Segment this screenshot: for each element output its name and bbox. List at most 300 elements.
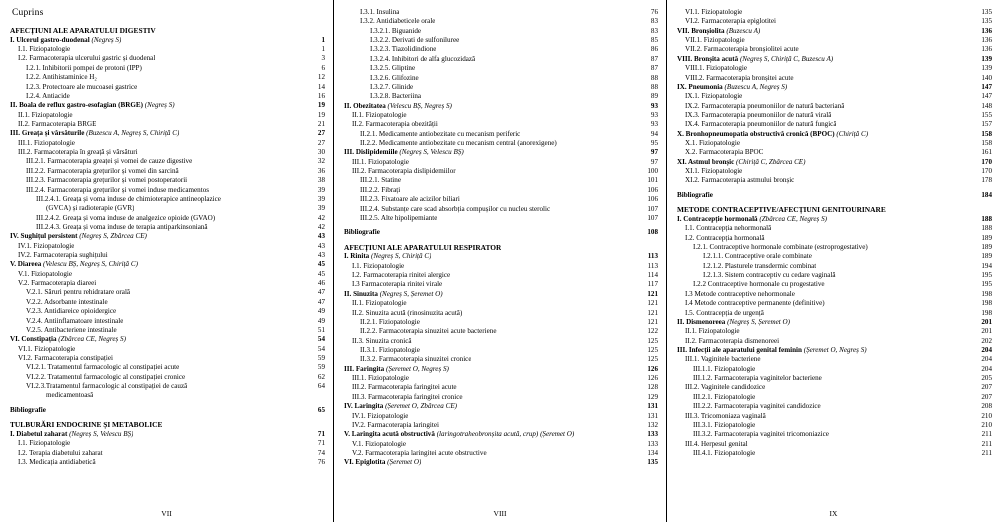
toc-entry[interactable] bbox=[344, 205, 658, 214]
toc-entry[interactable] bbox=[10, 391, 325, 400]
toc-entry-label: II.1. Fiziopatologie bbox=[352, 110, 407, 119]
toc-entry[interactable] bbox=[10, 129, 325, 138]
toc-entry[interactable] bbox=[10, 288, 325, 297]
toc-entry[interactable] bbox=[10, 232, 325, 241]
toc-entry-list-1 bbox=[10, 26, 325, 467]
toc-entry[interactable] bbox=[344, 102, 658, 111]
toc-page-number: 97 bbox=[650, 157, 658, 166]
toc-entry[interactable] bbox=[344, 290, 658, 299]
toc-entry-label: VI.2. Farmacoterapia constipației bbox=[18, 353, 113, 362]
toc-page-number: 27 bbox=[317, 129, 325, 138]
toc-page-number: 27 bbox=[317, 138, 325, 147]
toc-entry-label: XI.2. Farmacoterapia astmului bronșic bbox=[685, 176, 795, 185]
toc-page-number: 94 bbox=[650, 129, 658, 138]
toc-entry[interactable] bbox=[10, 373, 325, 382]
toc-entry[interactable] bbox=[677, 383, 992, 392]
toc-entry[interactable] bbox=[344, 74, 658, 83]
toc-page-number: 12 bbox=[317, 73, 325, 82]
toc-entry[interactable] bbox=[344, 27, 658, 36]
toc-entry[interactable] bbox=[10, 176, 325, 185]
toc-entry-label: II. Dismenoreea (Negreș S, Șeremet O) bbox=[677, 317, 791, 326]
toc-page-number: 51 bbox=[317, 325, 325, 334]
toc-entry[interactable] bbox=[344, 280, 658, 289]
toc-entry[interactable] bbox=[344, 55, 658, 64]
toc-entry-label: V. Laringita acută obstructivă (laringotraheobronșita acută, crup) (Șeremet O) bbox=[344, 430, 575, 439]
toc-entry-label: I.3 Farmacoterapia rinitei virale bbox=[352, 280, 443, 289]
toc-page-number: 45 bbox=[317, 269, 325, 278]
toc-entry[interactable] bbox=[10, 382, 325, 391]
toc-entry-label: III.3. Tricomoniaza vaginală bbox=[685, 411, 766, 420]
toc-entry[interactable] bbox=[344, 176, 658, 185]
toc-entry[interactable] bbox=[344, 355, 658, 364]
toc-entry[interactable] bbox=[344, 45, 658, 54]
toc-entry-authors: (Chiriță C) bbox=[836, 129, 869, 138]
toc-entry-label: I.3.1. Insulina bbox=[360, 8, 400, 16]
toc-page-number: 184 bbox=[981, 190, 992, 199]
toc-page-number: 204 bbox=[981, 345, 992, 354]
toc-entry-label: III.2.3. Fixatoare ale acizilor biliari bbox=[360, 195, 460, 204]
toc-page-number: 139 bbox=[981, 64, 992, 73]
toc-entry-label: IV. Sughițul persistent (Negreș S, Zbârcea CE) bbox=[10, 232, 147, 241]
toc-page-number: 88 bbox=[650, 82, 658, 91]
toc-page-number: 47 bbox=[317, 297, 325, 306]
toc-entry-label: IX.2. Farmacoterapia pneumoniilor de natură bacteriană bbox=[685, 101, 845, 110]
toc-entry[interactable] bbox=[10, 251, 325, 260]
toc-entry[interactable] bbox=[677, 167, 992, 176]
toc-page-number: 136 bbox=[981, 36, 992, 45]
toc-entry[interactable] bbox=[677, 55, 992, 64]
toc-entry[interactable] bbox=[344, 327, 658, 336]
toc-entry[interactable] bbox=[344, 309, 658, 318]
toc-page-number: 139 bbox=[981, 54, 992, 63]
toc-page-number: 117 bbox=[647, 280, 658, 289]
toc-entry-label: III.1.1. Fiziopatologie bbox=[693, 364, 756, 373]
toc-page-number: 30 bbox=[317, 148, 325, 157]
toc-entry-label: VII.1. Fiziopatologie bbox=[685, 36, 745, 45]
toc-page-number: 43 bbox=[317, 251, 325, 260]
toc-entry-authors: (Chiriță C, Zbârcea CE) bbox=[736, 157, 806, 166]
toc-page-number: 38 bbox=[317, 176, 325, 185]
toc-page-number: 3 bbox=[321, 54, 325, 63]
toc-entry[interactable] bbox=[677, 430, 992, 439]
toc-entry-label: I.1. Contracepția nehormonală bbox=[685, 224, 772, 233]
toc-page-number: 19 bbox=[317, 110, 325, 119]
toc-entry[interactable] bbox=[344, 252, 658, 261]
toc-entry-label: X. Bronhopneumopatia obstructivă cronică (BPOC) (Chiriță C) bbox=[677, 129, 869, 138]
toc-entry[interactable] bbox=[344, 402, 658, 411]
toc-entry-label: I.2.1. Inhibitorii pompei de protoni (IPP) bbox=[26, 63, 142, 72]
toc-page-number: 46 bbox=[317, 279, 325, 288]
toc-entry[interactable] bbox=[344, 374, 658, 383]
toc-page-number: 93 bbox=[650, 120, 658, 129]
toc-entry[interactable] bbox=[677, 318, 992, 327]
toc-page-number: 49 bbox=[317, 307, 325, 316]
toc-page-number: 161 bbox=[981, 148, 992, 157]
toc-page-ix bbox=[667, 0, 1000, 522]
toc-entry[interactable] bbox=[344, 195, 658, 204]
toc-entry-label: XI.1. Fiziopatologie bbox=[685, 167, 743, 176]
toc-page-number: 49 bbox=[317, 316, 325, 325]
toc-entry[interactable] bbox=[344, 243, 658, 253]
toc-entry[interactable] bbox=[10, 307, 325, 316]
toc-entry[interactable] bbox=[10, 26, 325, 36]
toc-page-number: 125 bbox=[647, 336, 658, 345]
toc-page-number: 125 bbox=[647, 355, 658, 364]
toc-page-number: 207 bbox=[981, 392, 992, 401]
toc-entry[interactable] bbox=[10, 458, 325, 467]
toc-entry-label: I. Diabetul zaharat (Negreș S, Velescu BȘ) bbox=[10, 429, 134, 438]
toc-entry[interactable] bbox=[677, 8, 992, 17]
toc-entry[interactable] bbox=[344, 346, 658, 355]
toc-entry[interactable] bbox=[344, 318, 658, 327]
toc-entry-label: I.2. Farmacoterapia rinitei alergice bbox=[352, 271, 451, 280]
toc-entry-label: I.3.2.7. Glinide bbox=[370, 82, 414, 91]
toc-entry[interactable] bbox=[344, 449, 658, 458]
toc-entry-label: III.1. Fiziopatologie bbox=[352, 157, 409, 166]
toc-entry[interactable] bbox=[10, 186, 325, 195]
toc-entry[interactable] bbox=[677, 346, 992, 355]
folio-ix: IX bbox=[829, 509, 838, 518]
toc-entry-list-2 bbox=[344, 8, 658, 468]
toc-entry[interactable] bbox=[344, 83, 658, 92]
toc-entry-label: IV. Laringita (Șeremet O, Zbârcea CE) bbox=[344, 402, 458, 411]
toc-entry-authors: (Șeremet O, Negreș S) bbox=[803, 345, 867, 354]
toc-page-number: 32 bbox=[317, 157, 325, 166]
toc-entry[interactable] bbox=[677, 412, 992, 421]
toc-entry[interactable] bbox=[344, 158, 658, 167]
toc-entry[interactable] bbox=[344, 440, 658, 449]
toc-entry[interactable] bbox=[677, 449, 992, 458]
toc-entry-label: III.2.2. Farmacoterapia vaginitei candidozice bbox=[693, 402, 821, 411]
toc-entry-label: VI.1. Fiziopatologie bbox=[18, 344, 76, 353]
toc-entry[interactable] bbox=[677, 83, 992, 92]
toc-entry[interactable] bbox=[677, 252, 992, 261]
toc-page-number: 132 bbox=[647, 420, 658, 429]
toc-entry[interactable] bbox=[10, 298, 325, 307]
toc-entry-label: II. Obezitatea (Velescu BȘ, Negreș S) bbox=[344, 101, 452, 110]
toc-entry[interactable] bbox=[10, 223, 325, 232]
toc-entry-label: I.2.1. Contraceptive hormonale combinate (estroprogestative) bbox=[693, 243, 868, 252]
toc-entry[interactable] bbox=[677, 309, 992, 318]
toc-entry[interactable] bbox=[344, 430, 658, 439]
toc-entry-label: I.2.2. Antihistaminice H₂ bbox=[26, 73, 97, 82]
toc-entry[interactable] bbox=[10, 54, 325, 63]
toc-entry[interactable] bbox=[677, 262, 992, 271]
toc-entry[interactable] bbox=[677, 176, 992, 185]
toc-page-number: 19 bbox=[317, 101, 325, 110]
toc-entry[interactable] bbox=[677, 102, 992, 111]
toc-entry-label: III.1.2. Farmacoterapia vaginitelor bacteriene bbox=[693, 374, 822, 383]
toc-entry-label: III.1. Vaginitele bacteriene bbox=[685, 355, 761, 364]
toc-entry-authors: (laringotraheobronșita acută, crup) (Șeremet O) bbox=[436, 430, 575, 439]
toc-page-number: 135 bbox=[981, 17, 992, 26]
toc-entry-label: VI.2.1. Tratamentul farmacologic al constipației acute bbox=[26, 363, 180, 372]
toc-page-number: 211 bbox=[981, 448, 992, 457]
toc-page-number: 86 bbox=[650, 45, 658, 54]
toc-page-number: 158 bbox=[981, 129, 992, 138]
toc-entry[interactable] bbox=[10, 345, 325, 354]
toc-entry[interactable] bbox=[10, 139, 325, 148]
toc-entry-label: II.2.2. Farmacoterapia sinuzitei acute bacteriene bbox=[360, 327, 497, 336]
toc-entry[interactable] bbox=[677, 421, 992, 430]
toc-entry[interactable] bbox=[344, 8, 658, 17]
toc-entry-label: V.1. Fiziopatologie bbox=[352, 439, 407, 448]
toc-entry-label: III.2.4. Substanțe care scad absorbția compușilor cu nucleu sterolic bbox=[360, 204, 551, 213]
toc-page-number: 136 bbox=[981, 45, 992, 54]
toc-entry[interactable] bbox=[677, 36, 992, 45]
toc-page-number: 43 bbox=[317, 241, 325, 250]
toc-entry[interactable] bbox=[677, 243, 992, 252]
toc-entry[interactable] bbox=[677, 224, 992, 233]
toc-page-number: 43 bbox=[317, 232, 325, 241]
toc-entry[interactable] bbox=[677, 215, 992, 224]
toc-entry[interactable] bbox=[10, 214, 325, 223]
page-title: Cuprins bbox=[12, 8, 44, 18]
toc-entry[interactable] bbox=[677, 17, 992, 26]
toc-entry[interactable] bbox=[10, 83, 325, 92]
toc-entry-label: IX.1. Fiziopatologie bbox=[685, 92, 743, 101]
toc-entry[interactable] bbox=[677, 374, 992, 383]
toc-page-number: 87 bbox=[650, 64, 658, 73]
toc-entry[interactable] bbox=[10, 204, 325, 213]
toc-entry[interactable] bbox=[10, 317, 325, 326]
toc-entry[interactable] bbox=[344, 148, 658, 157]
toc-entry-label: II. Sinuzita (Negreș S, Șeremet O) bbox=[344, 289, 443, 298]
toc-page-number: 14 bbox=[317, 82, 325, 91]
toc-entry-label: Bibliografie bbox=[677, 190, 713, 199]
toc-page-number: 202 bbox=[981, 336, 992, 345]
toc-page-number: 204 bbox=[981, 355, 992, 364]
toc-entry-label: I.2. Farmacoterapia ulcerului gastric și duodenal bbox=[18, 54, 156, 63]
toc-entry[interactable] bbox=[10, 279, 325, 288]
toc-entry[interactable] bbox=[344, 383, 658, 392]
toc-entry[interactable] bbox=[677, 271, 992, 280]
toc-entry[interactable] bbox=[344, 421, 658, 430]
toc-entry[interactable] bbox=[10, 45, 325, 54]
toc-page-number: 65 bbox=[317, 405, 325, 414]
toc-page-number: 147 bbox=[981, 92, 992, 101]
toc-entry[interactable] bbox=[344, 299, 658, 308]
toc-entry-label: METODE CONTRACEPTIVE/AFECȚIUNI GENITOURINARE bbox=[677, 205, 886, 215]
toc-entry[interactable] bbox=[677, 158, 992, 167]
toc-entry-label: II.2.1. Fiziopatologie bbox=[360, 317, 420, 326]
toc-entry-label: III.2.4.2. Greața și voma induse de analgezice opioide (GVAO) bbox=[36, 213, 216, 222]
toc-entry[interactable] bbox=[677, 234, 992, 243]
toc-entry[interactable] bbox=[344, 365, 658, 374]
toc-entry-label: III.2.4.3. Greața și voma induse de terapia antiparkinsoniană bbox=[36, 222, 208, 231]
toc-entry-label: IV.2. Farmacoterapia laringitei bbox=[352, 420, 439, 429]
toc-entry[interactable] bbox=[10, 36, 325, 45]
toc-entry[interactable] bbox=[344, 337, 658, 346]
toc-entry[interactable] bbox=[344, 412, 658, 421]
toc-entry[interactable] bbox=[677, 280, 992, 289]
toc-page-number: 148 bbox=[981, 101, 992, 110]
toc-page-number: 129 bbox=[647, 392, 658, 401]
toc-entry[interactable] bbox=[677, 74, 992, 83]
toc-page-number: 158 bbox=[981, 139, 992, 148]
toc-entry[interactable] bbox=[344, 111, 658, 120]
toc-entry-label: III. Dislipidemiile (Negreș S, Velescu BȘ) bbox=[344, 148, 464, 157]
toc-entry[interactable] bbox=[677, 402, 992, 411]
toc-entry-label: VI. Constipația (Zbârcea CE, Negreș S) bbox=[10, 335, 126, 344]
toc-entry-label: Bibliografie bbox=[10, 405, 46, 414]
toc-entry[interactable] bbox=[677, 92, 992, 101]
toc-entry[interactable] bbox=[10, 148, 325, 157]
toc-page-vii bbox=[0, 0, 334, 522]
toc-entry-label: IX.3. Farmacoterapia pneumoniilor de natură virală bbox=[685, 110, 832, 119]
toc-entry-label: V. Diareea (Velescu BȘ, Negreș S, Chiriță C) bbox=[10, 260, 138, 269]
toc-entry-authors: (Negreș S, Velescu BȘ) bbox=[69, 429, 134, 438]
toc-page-number: 135 bbox=[981, 8, 992, 16]
toc-entry[interactable] bbox=[677, 64, 992, 73]
toc-entry[interactable] bbox=[344, 92, 658, 101]
toc-entry-label: V.2.5. Antibacteriene intestinale bbox=[26, 325, 117, 334]
toc-entry-label: III.2.4. Farmacoterapia grețurilor și vomei induse medicamentos bbox=[26, 185, 210, 194]
toc-entry[interactable] bbox=[677, 130, 992, 139]
toc-entry[interactable] bbox=[677, 139, 992, 148]
toc-entry-label: IV.1. Fiziopatologie bbox=[352, 411, 409, 420]
toc-entry-label: I.4 Metode contraceptive permanente (definitive) bbox=[685, 299, 825, 308]
toc-page-number: 121 bbox=[647, 299, 658, 308]
toc-entry[interactable] bbox=[10, 406, 325, 415]
toc-entry[interactable] bbox=[344, 139, 658, 148]
toc-page-number: 76 bbox=[317, 457, 325, 466]
toc-entry[interactable] bbox=[677, 120, 992, 129]
toc-entry[interactable] bbox=[677, 205, 992, 215]
toc-entry-label: I.2.4. Antiacide bbox=[26, 91, 70, 100]
toc-entry-label: II.2.1. Medicamente antiobezitate cu mecanism periferic bbox=[360, 129, 521, 138]
toc-entry[interactable] bbox=[344, 214, 658, 223]
toc-entry[interactable] bbox=[10, 167, 325, 176]
toc-entry[interactable] bbox=[677, 290, 992, 299]
toc-page-number: 39 bbox=[317, 204, 325, 213]
toc-entry[interactable] bbox=[10, 101, 325, 110]
toc-entry-authors: (Zbârcea CE, Negreș S) bbox=[58, 335, 126, 344]
toc-page-number: 121 bbox=[647, 289, 658, 298]
toc-entry-label: IV.2. Farmacoterapia sughițului bbox=[18, 251, 108, 260]
toc-entry-label: I. Rinita (Negreș S, Chiriță C) bbox=[344, 252, 432, 261]
toc-entry-label: III.2.4.1. Greața și voma induse de chimioterapice antineoplazice bbox=[36, 194, 221, 203]
toc-entry[interactable] bbox=[10, 120, 325, 129]
toc-page-number: 71 bbox=[317, 439, 325, 448]
toc-entry[interactable] bbox=[10, 326, 325, 335]
toc-page-number: 126 bbox=[647, 364, 658, 373]
toc-entry[interactable] bbox=[677, 191, 992, 200]
toc-entry[interactable] bbox=[677, 111, 992, 120]
toc-page-number: 170 bbox=[981, 157, 992, 166]
toc-entry[interactable] bbox=[10, 260, 325, 269]
toc-entry[interactable] bbox=[10, 430, 325, 439]
toc-entry[interactable] bbox=[10, 242, 325, 251]
toc-page-number: 201 bbox=[981, 317, 992, 326]
toc-entry[interactable] bbox=[10, 64, 325, 73]
toc-entry-label: (GVCA) și radioterapie (GVR) bbox=[46, 204, 135, 213]
toc-page-number: 45 bbox=[317, 260, 325, 269]
toc-entry[interactable] bbox=[10, 157, 325, 166]
toc-page-number: 204 bbox=[981, 364, 992, 373]
toc-entry-label: VII. Bronșiolita (Buzescu A) bbox=[677, 26, 761, 35]
toc-entry[interactable] bbox=[10, 73, 325, 82]
toc-entry[interactable] bbox=[10, 111, 325, 120]
toc-entry[interactable] bbox=[10, 335, 325, 344]
toc-entry[interactable] bbox=[677, 27, 992, 36]
toc-entry[interactable] bbox=[344, 458, 658, 467]
toc-page-number: 188 bbox=[981, 224, 992, 233]
toc-entry[interactable] bbox=[344, 271, 658, 280]
toc-entry-label: III. Faringita (Șeremet O, Negreș S) bbox=[344, 364, 449, 373]
toc-entry-label: VII.2. Farmacoterapia bronșiolitei acute bbox=[685, 45, 799, 54]
toc-entry-label: III.1. Fiziopatologie bbox=[352, 374, 409, 383]
toc-page-number: 87 bbox=[650, 54, 658, 63]
toc-entry[interactable] bbox=[10, 449, 325, 458]
toc-page-number: 195 bbox=[981, 271, 992, 280]
toc-entry-label: I.2.3. Protectoare ale mucoasei gastrice bbox=[26, 82, 138, 91]
toc-entry-label: III.1. Fiziopatologie bbox=[18, 138, 75, 147]
toc-entry-authors: (Negreș S, Șeremet O) bbox=[727, 317, 791, 326]
toc-entry-label: III.4. Herpesul genital bbox=[685, 439, 748, 448]
toc-entry-label: III.2.3. Farmacoterapia grețurilor și vomei postoperatorii bbox=[26, 176, 188, 185]
toc-entry[interactable] bbox=[10, 363, 325, 372]
toc-entry[interactable] bbox=[677, 440, 992, 449]
toc-entry[interactable] bbox=[10, 195, 325, 204]
toc-entry-label: I.2.1.3. Sistem contraceptiv cu cedare vaginală bbox=[703, 271, 836, 280]
toc-entry-label: III. Greața și vărsăturile (Buzescu A, Negreș S, Chiriță C) bbox=[10, 129, 180, 138]
toc-entry-label: VI.2.2. Tratamentul farmacologic al constipației cronice bbox=[26, 372, 186, 381]
toc-entry[interactable] bbox=[677, 355, 992, 364]
toc-entry[interactable] bbox=[677, 299, 992, 308]
toc-entry[interactable] bbox=[344, 167, 658, 176]
toc-entry-label: I.2. Terapia diabetului zaharat bbox=[18, 448, 103, 457]
toc-entry[interactable] bbox=[10, 439, 325, 448]
toc-entry[interactable] bbox=[344, 130, 658, 139]
toc-entry[interactable] bbox=[677, 45, 992, 54]
toc-page-number: 39 bbox=[317, 185, 325, 194]
toc-entry[interactable] bbox=[344, 64, 658, 73]
toc-entry[interactable] bbox=[344, 36, 658, 45]
toc-entry-label: V.2.1. Săruri pentru rehidratare orală bbox=[26, 288, 131, 297]
toc-entry-label: I.2.2 Contraceptive hormonale cu progestative bbox=[693, 280, 825, 289]
toc-entry[interactable] bbox=[344, 120, 658, 129]
toc-page-number: 101 bbox=[647, 176, 658, 185]
toc-page-number: 133 bbox=[647, 439, 658, 448]
toc-entry[interactable] bbox=[344, 262, 658, 271]
toc-entry[interactable] bbox=[677, 393, 992, 402]
toc-entry[interactable] bbox=[10, 354, 325, 363]
toc-entry[interactable] bbox=[10, 270, 325, 279]
toc-entry-authors: (Buzescu A, Negreș S) bbox=[724, 82, 788, 91]
toc-entry[interactable] bbox=[677, 365, 992, 374]
toc-entry[interactable] bbox=[10, 420, 325, 430]
toc-entry[interactable] bbox=[677, 327, 992, 336]
toc-page-number: 126 bbox=[647, 374, 658, 383]
toc-entry[interactable] bbox=[344, 186, 658, 195]
toc-page-number: 107 bbox=[647, 204, 658, 213]
toc-page-number: 54 bbox=[317, 335, 325, 344]
toc-entry[interactable] bbox=[677, 337, 992, 346]
toc-entry-label: AFECȚIUNI ALE APARATULUI RESPIRATOR bbox=[344, 242, 502, 252]
toc-entry-authors: (Șeremet O) bbox=[387, 458, 422, 467]
toc-entry-authors: (Negreș S, Chiriță C) bbox=[371, 252, 432, 261]
toc-entry-label: II.2.2. Medicamente antiobezitate cu mecanism central (anorexigene) bbox=[360, 139, 557, 148]
toc-entry[interactable] bbox=[10, 92, 325, 101]
toc-entry[interactable] bbox=[344, 393, 658, 402]
toc-entry-label: III.2. Farmacoterapia în greață și vărsături bbox=[18, 148, 138, 157]
toc-entry[interactable] bbox=[677, 148, 992, 157]
toc-entry[interactable] bbox=[344, 228, 658, 237]
toc-entry-label: V.2.4. Antiinflamatoare intestinale bbox=[26, 316, 124, 325]
toc-entry-label: III.4.1. Fiziopatologie bbox=[693, 448, 756, 457]
toc-entry[interactable] bbox=[344, 17, 658, 26]
